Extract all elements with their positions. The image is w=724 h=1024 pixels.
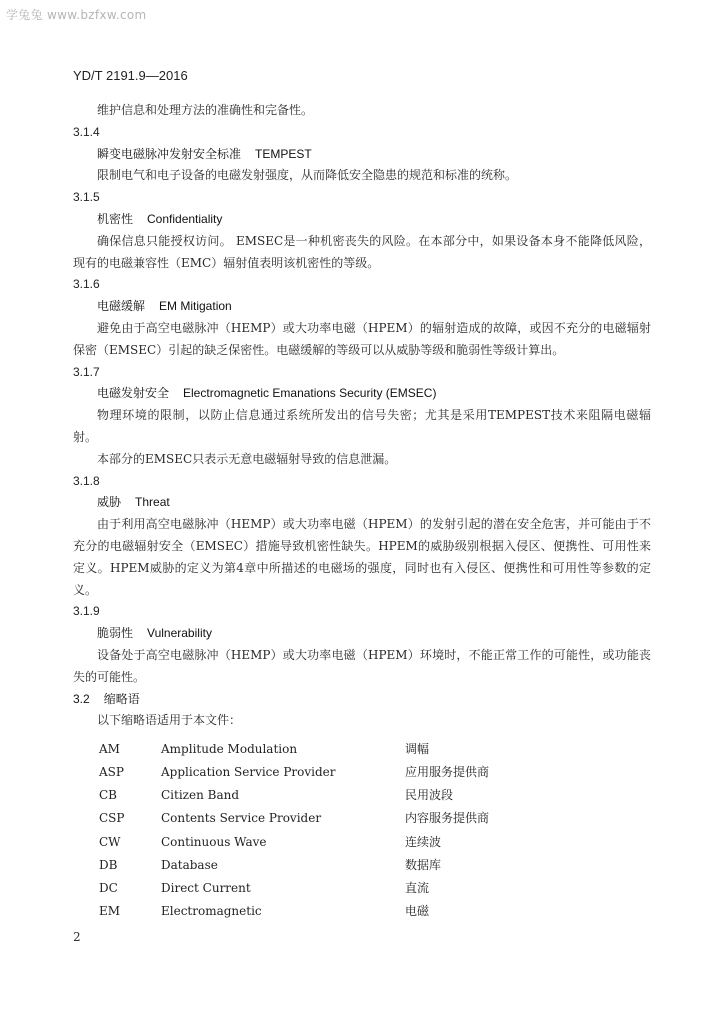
term-heading bbox=[73, 383, 651, 405]
term-heading bbox=[73, 492, 651, 514]
chinese-term-cell: 数据库 bbox=[405, 857, 442, 872]
term-heading bbox=[73, 144, 651, 166]
definition-paragraph: 确保信息只能授权访问。 EMSEC是一种机密丧失的风险。在本部分中，如果设备本身不能降低风险，现有的电磁兼容性（EMC）辐射值表明该机密性的等级。 bbox=[73, 233, 651, 270]
term-zh: 瞬变电磁脉冲发射安全标准 bbox=[97, 146, 242, 161]
term-zh: 电磁发射安全 bbox=[97, 386, 170, 401]
abbr-cell: AM bbox=[99, 741, 120, 756]
section-intro: 以下缩略语适用于本文件： bbox=[97, 713, 242, 728]
table-row bbox=[99, 831, 489, 854]
definition-paragraph: 限制电气和电子设备的电磁发射强度，从而降低安全隐患的规范和标准的统称。 bbox=[97, 168, 518, 183]
clause-number: 3.1.5 bbox=[73, 190, 100, 205]
abbr-cell: CSP bbox=[99, 811, 125, 826]
abbr-cell: DB bbox=[99, 857, 118, 872]
definition-paragraph: 由于利用高空电磁脉冲（HEMP）或大功率电磁（HPEM）的发射引起的潜在安全危害，并可能由于不充分的电磁辐射安全（EMSEC）措施导致机密性缺失。HPEM的威胁级别根据入侵区、便携性、可用性来定义。HPEM威胁的定义为第4章中所描述的电磁场的强度，同时也有入侵区、便携性和可用性等参数的定义。 bbox=[73, 517, 651, 597]
chinese-term-cell: 民用波段 bbox=[405, 788, 454, 803]
abbr-cell: DC bbox=[99, 880, 118, 895]
term-en: Threat bbox=[135, 495, 170, 510]
chinese-term-cell: 应用服务提供商 bbox=[405, 764, 490, 779]
term-en: EM Mitigation bbox=[159, 299, 232, 314]
term-en: Vulnerability bbox=[147, 626, 212, 641]
term-heading bbox=[73, 623, 651, 645]
table-row bbox=[99, 900, 489, 923]
table-row bbox=[99, 877, 489, 900]
english-term-cell: Application Service Provider bbox=[161, 764, 336, 779]
abbr-cell: ASP bbox=[99, 764, 124, 779]
section-heading bbox=[73, 689, 651, 711]
english-term-cell: Citizen Band bbox=[161, 788, 240, 803]
abbr-cell: EM bbox=[99, 904, 121, 919]
intro-tail-paragraph: 维护信息和处理方法的准确性和完备性。 bbox=[97, 103, 314, 117]
abbr-cell: CW bbox=[99, 834, 121, 849]
term-en: Electromagnetic Emanations Security (EMSEC) bbox=[183, 386, 437, 401]
chinese-term-cell: 直流 bbox=[405, 880, 430, 895]
term-heading bbox=[73, 209, 651, 231]
definition-paragraph: 避免由于高空电磁脉冲（HEMP）或大功率电磁（HPEM）的辐射造成的故障，或因不充分的电磁辐射保密（EMSEC）引起的缺乏保密性。电磁缓解的等级可以从威胁等级和脆弱性等级计算出。 bbox=[73, 320, 651, 357]
watermark-text: 学兔兔 www.bzfxw.com bbox=[6, 8, 147, 22]
english-term-cell: Electromagnetic bbox=[161, 904, 262, 919]
clause-number: 3.1.9 bbox=[73, 604, 100, 619]
section-title: 缩略语 bbox=[103, 691, 140, 706]
table-row bbox=[99, 784, 489, 807]
definition-paragraph: 物理环境的限制，以防止信息通过系统所发出的信号失密；尤其是采用TEMPEST技术来阻隔电磁辐射。 bbox=[73, 408, 651, 444]
term-zh: 电磁缓解 bbox=[97, 299, 146, 314]
clause-number: 3.1.8 bbox=[73, 473, 100, 488]
abbr-cell: CB bbox=[99, 788, 117, 803]
term-zh: 机密性 bbox=[97, 211, 134, 226]
english-term-cell: Database bbox=[161, 857, 218, 872]
term-en: Confidentiality bbox=[147, 211, 223, 226]
page-number: 2 bbox=[73, 930, 81, 944]
page-content bbox=[73, 100, 651, 924]
chinese-term-cell: 连续波 bbox=[405, 834, 442, 849]
chinese-term-cell: 调幅 bbox=[405, 741, 430, 756]
english-term-cell: Amplitude Modulation bbox=[161, 741, 298, 756]
table-row bbox=[99, 854, 489, 877]
table-row bbox=[99, 738, 489, 761]
definition-paragraph: 设备处于高空电磁脉冲（HEMP）或大功率电磁（HPEM）环境时，不能正常工作的可能性，或功能丧失的可能性。 bbox=[73, 647, 651, 684]
term-zh: 威胁 bbox=[97, 495, 122, 510]
note-paragraph: 本部分的EMSEC只表示无意电磁辐射导致的信息泄漏。 bbox=[97, 451, 397, 466]
term-en: TEMPEST bbox=[255, 146, 312, 161]
chinese-term-cell: 内容服务提供商 bbox=[405, 811, 490, 826]
table-row bbox=[99, 808, 489, 831]
english-term-cell: Continuous Wave bbox=[161, 834, 267, 849]
clause-number: 3.1.7 bbox=[73, 364, 100, 379]
clause-number: 3.1.4 bbox=[73, 124, 100, 139]
term-zh: 脆弱性 bbox=[97, 626, 134, 641]
english-term-cell: Direct Current bbox=[161, 880, 251, 895]
chinese-term-cell: 电磁 bbox=[405, 904, 430, 919]
clause-number: 3.1.6 bbox=[73, 277, 100, 292]
standard-code-header: YD/T 2191.9—2016 bbox=[73, 68, 188, 83]
section-number: 3.2 bbox=[73, 691, 90, 706]
term-heading bbox=[73, 296, 651, 318]
table-row bbox=[99, 761, 489, 784]
abbreviation-table bbox=[99, 738, 489, 924]
english-term-cell: Contents Service Provider bbox=[161, 811, 322, 826]
